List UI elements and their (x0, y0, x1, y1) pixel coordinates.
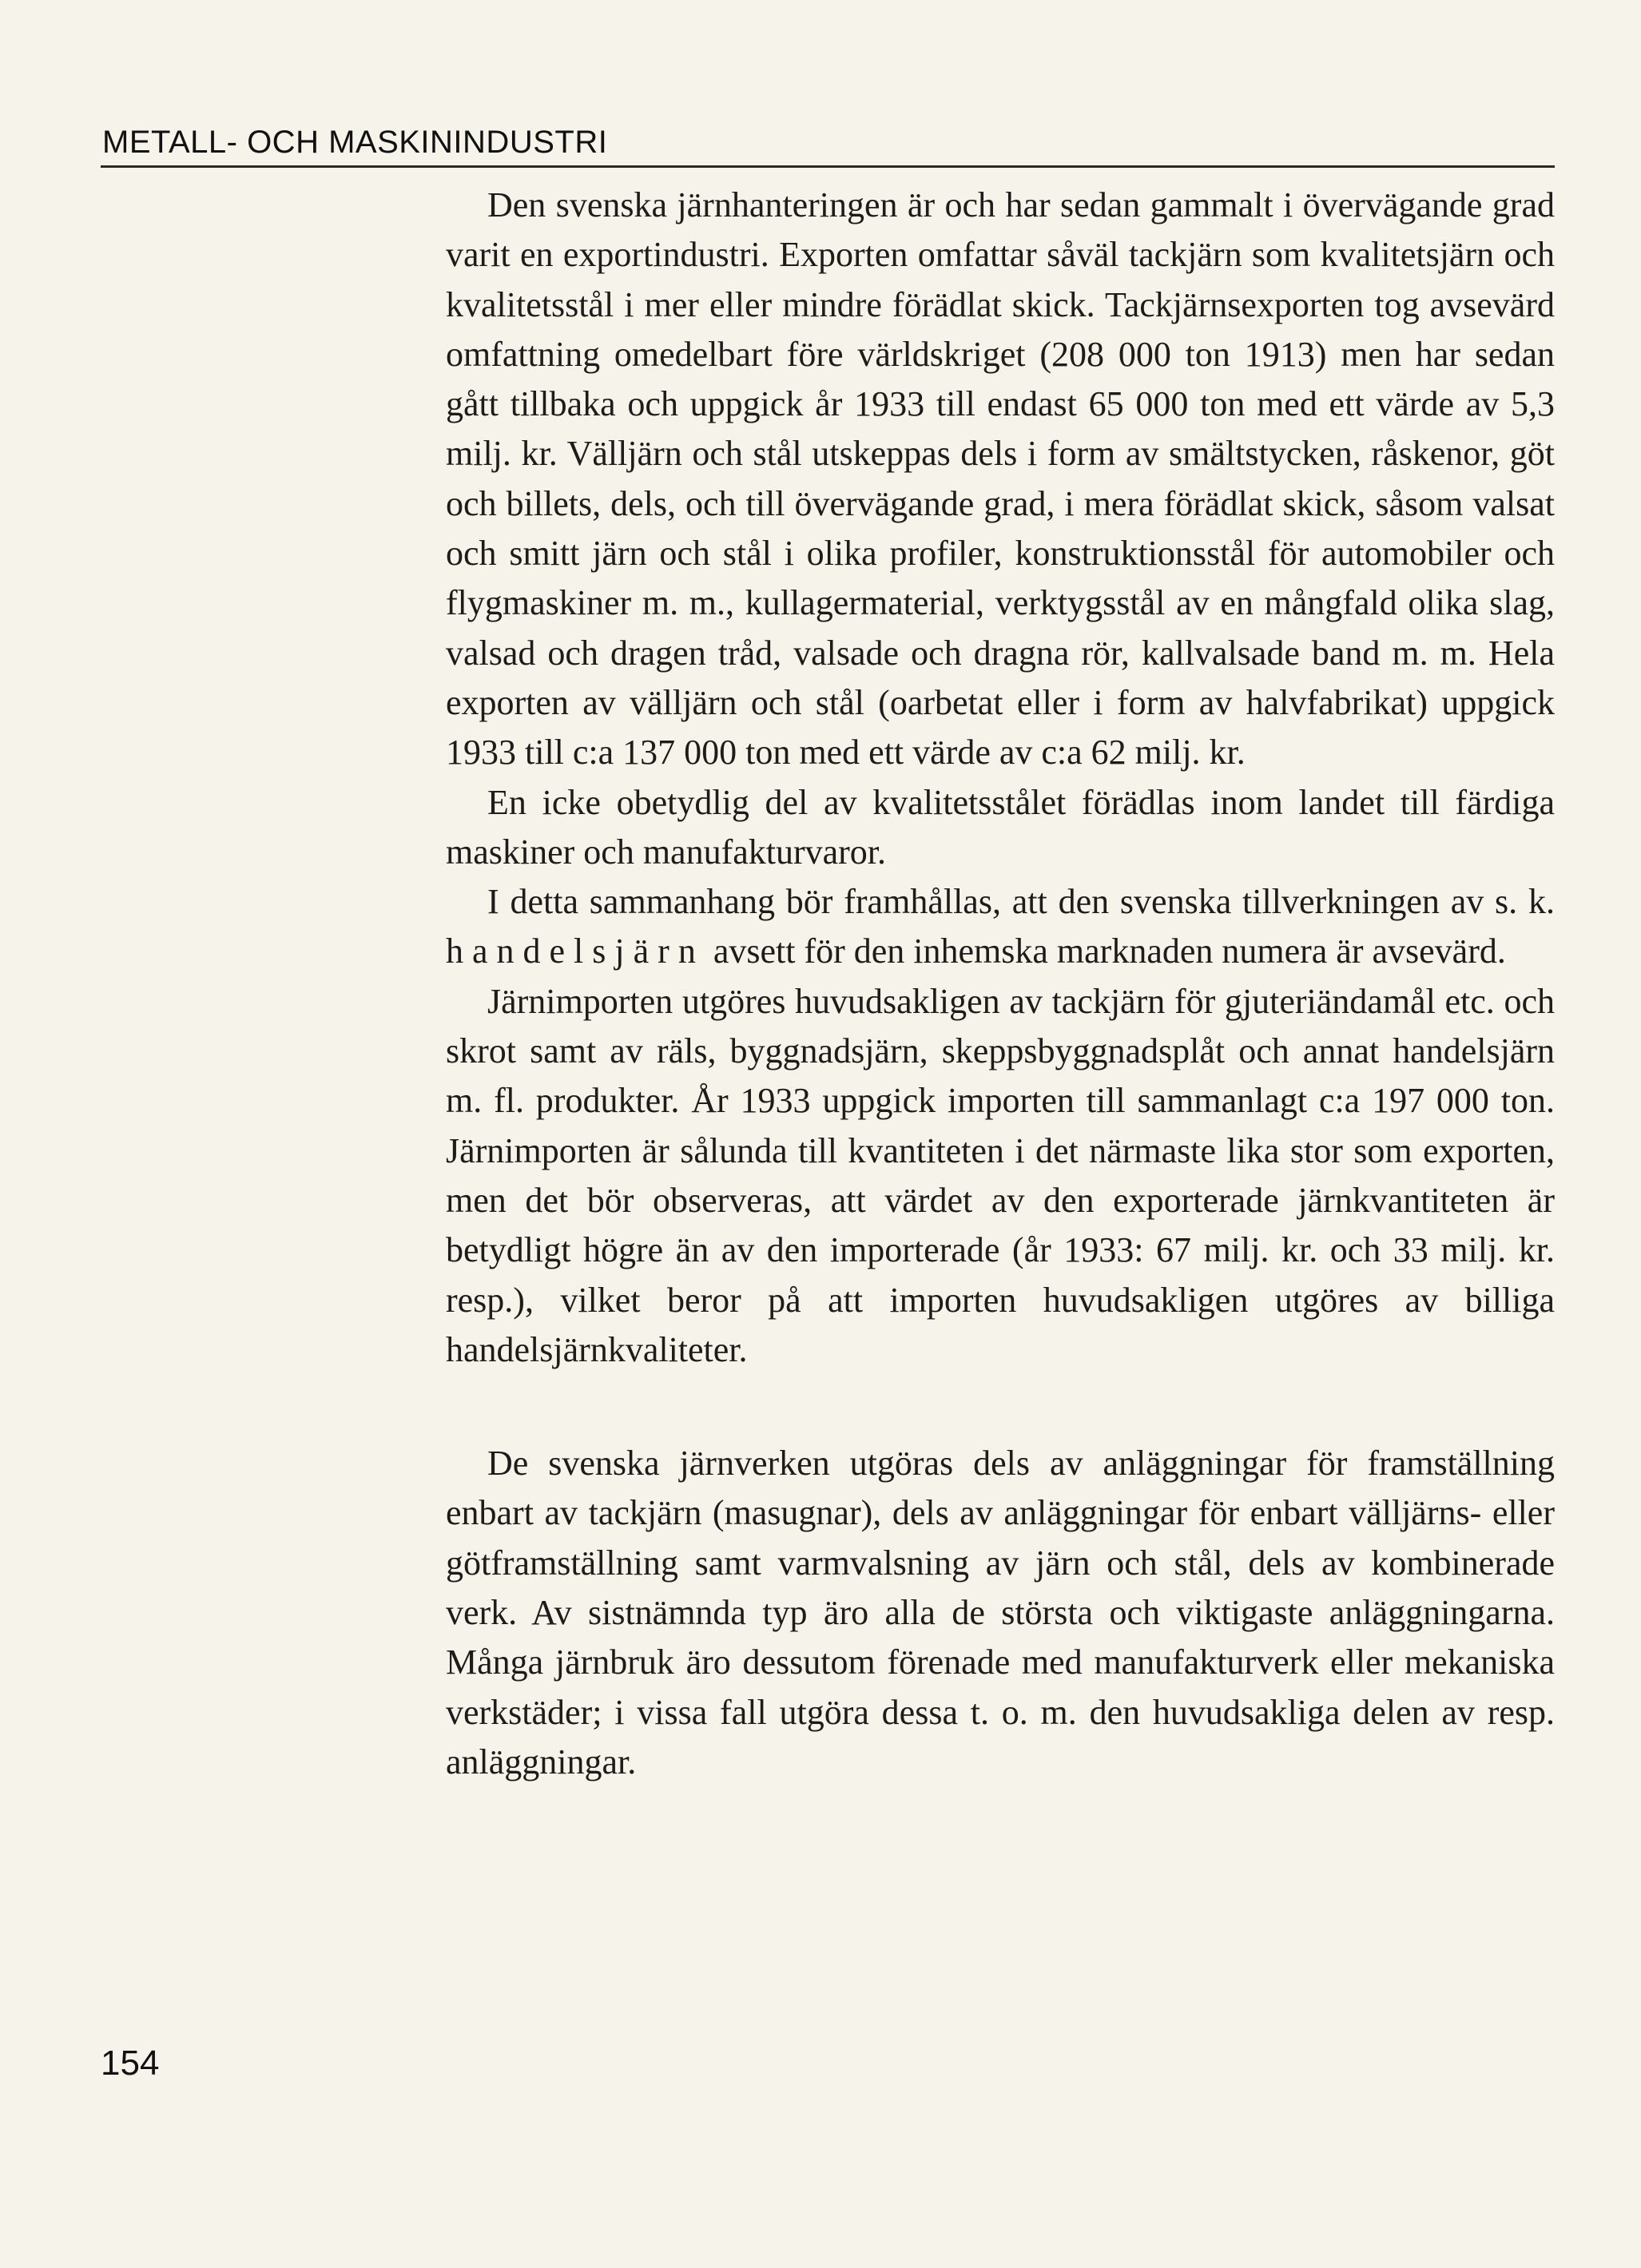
paragraph-quality-steel: En icke obetydlig del av kvalitetsstålet förädlas inom landet till färdiga maskiner och manufakturvaror. (446, 782, 1555, 872)
paragraph-handelsjarn (446, 877, 1555, 977)
running-head: METALL- OCH MASKININDUSTRI (102, 125, 608, 160)
paragraph-export: Den svenska järnhanteringen är och har sedan gammalt i övervägande grad varit en exportindustri. Exporten omfattar såväl tackjärn som kvalitetsjärn och kvalitetsstål i mer eller mindre förädlat skick. Tackjärnsexporten tog avsevärd omfattning omedelbart före världskriget (208 000 ton 1913) men har sedan gått tillbaka och uppgick år 1933 till endast 65 000 ton med ett värde av 5,3 milj. kr. Välljärn och stål utskeppas dels i form av smältstycken, råskenor, göt och billets, dels, och till övervägande grad, i mera förädlat skick, såsom valsat och smitt järn och stål i olika profiler, konstruktionsstål för automobiler och flygmaskiner m. m., kullagermaterial, verktygsstål av en mångfald olika slag, valsad och dragen tråd, valsade och dragna rör, kallvalsade band m. m. Hela exporten av välljärn och stål (oarbetat eller i form av halvfabrikat) uppgick 1933 till c:a 137 000 ton med ett värde av c:a 62 milj. kr. (446, 185, 1555, 773)
paragraph-import: Järnimporten utgöres huvudsakligen av tackjärn för gjuteriändamål etc. och skrot samt av räls, byggnadsjärn, skeppsbyggnadsplåt och annat handelsjärn m. fl. produkter. År 1933 uppgick importen till sammanlagt c:a 197 000 ton. Järnimporten är sålunda till kvantiteten i det närmaste lika stor som exporten, men det bör observeras, att värdet av den exporterade järnkvantiteten är betydligt högre än av den importerade (år 1933: 67 milj. kr. och 33 milj. kr. resp.), vilket beror på att importen huvudsakligen utgöres av billiga handelsjärnkvaliteter. (446, 981, 1555, 1369)
paragraph-handelsjarn-after: avsett för den inhemska marknaden numera är avsevärd. (704, 931, 1506, 971)
handelsjarn-emphasis: handelsjärn (446, 931, 705, 971)
page-number: 154 (101, 2044, 160, 2083)
page-header (101, 120, 1555, 168)
paragraph-handelsjarn-before: I detta sammanhang bör framhållas, att den svenska tillverkningen av s. k. (487, 882, 1555, 922)
body-text (446, 181, 1555, 1787)
section-gap (446, 1375, 1555, 1439)
paragraph-ironworks: De svenska järnverken utgöras dels av anläggningar för framställning enbart av tackjärn (masugnar), dels av anläggningar för enbart välljärns- eller götframställning samt varmvalsning av järn och stål, dels av kombinerade verk. Av sistnämnda typ äro alla de största och viktigaste anläggningarna. Många järnbruk äro dessutom förenade med manufakturverk eller mekaniska verkstäder; i vissa fall utgöra dessa t. o. m. den huvudsakliga delen av resp. anläggningar. (446, 1444, 1555, 1781)
